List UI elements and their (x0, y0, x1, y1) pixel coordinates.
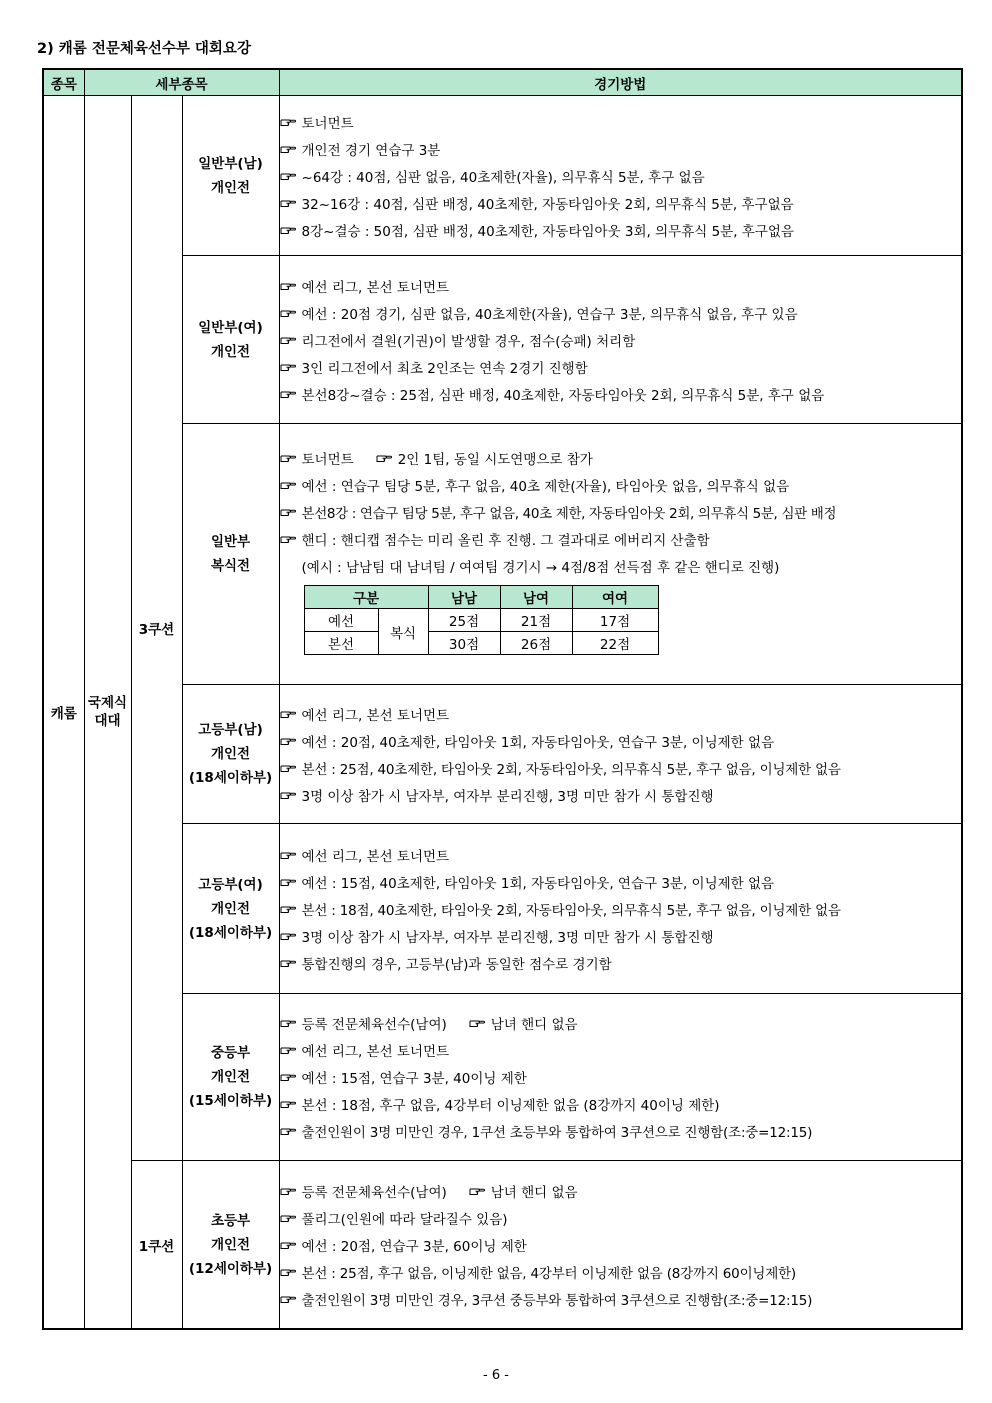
division-name-line: 초등부 (210, 1212, 251, 1229)
handicap-header: 여여 (572, 586, 658, 609)
method-line: 출전인원이 3명 미만인 경우, 1쿠션 초등부와 통합하여 3쿠션으로 진행함(조:중=12:15) (280, 1117, 961, 1144)
pointing-hand-icon (280, 877, 296, 887)
handicap-value: 30점 (428, 632, 500, 655)
division-name (182, 685, 279, 824)
method-cell (279, 256, 962, 423)
pointing-hand-icon (469, 1018, 485, 1028)
handicap-header: 남여 (500, 586, 572, 609)
method-line: 예선 : 연습구 팀당 5분, 후구 없음, 40초 제한(자율), 타임아웃 없음, 의무휴식 없음 (280, 471, 961, 498)
division-name-line: 일반부 (210, 533, 251, 550)
pointing-hand-icon (280, 171, 296, 181)
handicap-value: 17점 (572, 609, 658, 632)
division-name (182, 423, 279, 685)
pointing-hand-icon (280, 1045, 296, 1055)
pointing-hand-icon (280, 281, 296, 291)
division-name-line: (15세이하부) (188, 1092, 273, 1109)
handicap-header: 구분 (304, 586, 428, 609)
pointing-hand-icon (280, 362, 296, 372)
division-name-line: (18세이하부) (188, 924, 273, 941)
method-line: 본선 : 25점, 후구 없음, 이닝제한 없음, 4강부터 이닝제한 없음 (8강까지 60이닝제한) (280, 1258, 961, 1285)
pointing-hand-icon (280, 1072, 296, 1082)
method-cell (279, 423, 962, 685)
method-line: 본선 : 18점, 40초제한, 타임아웃 2회, 자동타임아웃, 의무휴식 5분, 후구 없음, 이닝제한 없음 (280, 895, 961, 922)
pointing-hand-icon (280, 1186, 296, 1196)
pointing-hand-icon (280, 144, 296, 154)
method-line: 예선 리그, 본선 토너먼트 (280, 841, 961, 868)
method-line: 토너먼트 (280, 108, 961, 135)
division-name-line: (12세이하부) (188, 1260, 273, 1277)
method-line: 리그전에서 결원(기권)이 발생할 경우, 점수(승패) 처리함 (280, 326, 961, 353)
method-line: 32~16강 : 40점, 심판 배정, 40초제한, 자동타임아웃 2회, 의무휴식 5분, 후구없음 (280, 189, 961, 216)
event-cell: 캐롬 (43, 96, 84, 1329)
method-cell (279, 96, 962, 256)
pointing-hand-icon (280, 1294, 296, 1304)
table-row (43, 1161, 962, 1329)
pointing-hand-icon (280, 507, 296, 517)
method-line: 핸디 : 핸디캡 점수는 미리 올린 후 진행. 그 결과대로 에버리지 산출함 (280, 525, 961, 552)
pointing-hand-icon (280, 958, 296, 968)
pointing-hand-icon (280, 389, 296, 399)
division-name-line: 복식전 (210, 557, 251, 574)
pointing-hand-icon (280, 1267, 296, 1277)
sub-category-label: 국제식 대대 (87, 695, 128, 730)
pointing-hand-icon (280, 931, 296, 941)
header-sub-event: 세부종목 (84, 69, 279, 96)
division-name-line: 개인전 (210, 1068, 251, 1085)
division-name-line: 일반부(여) (198, 319, 263, 336)
header-method: 경기방법 (279, 69, 962, 96)
method-line: 개인전 경기 연습구 3분 (280, 135, 961, 162)
division-name-line: 개인전 (210, 1236, 251, 1253)
pointing-hand-icon (280, 335, 296, 345)
pointing-hand-icon (280, 1099, 296, 1109)
pointing-hand-icon (376, 453, 392, 463)
cushion-three-cell: 3쿠션 (131, 96, 182, 1161)
method-line: 8강~결승 : 50점, 심판 배정, 40초제한, 자동타임아웃 3회, 의무휴식 5분, 후구없음 (280, 216, 961, 243)
method-line: 예선 리그, 본선 토너먼트 (280, 700, 961, 727)
pointing-hand-icon (280, 1213, 296, 1223)
method-line: 등록 전문체육선수(남여) 남녀 핸디 없음 (280, 1009, 961, 1036)
division-name (182, 256, 279, 423)
method-cell (279, 1161, 962, 1329)
pointing-hand-icon (280, 850, 296, 860)
pointing-hand-icon (280, 1126, 296, 1136)
method-line: 예선 : 20점 경기, 심판 없음, 40초제한(자율), 연습구 3분, 의무휴식 없음, 후구 있음 (280, 299, 961, 326)
method-line: 3명 이상 참가 시 남자부, 여자부 분리진행, 3명 미만 참가 시 통합진행 (280, 781, 961, 808)
pointing-hand-icon (280, 790, 296, 800)
competition-rules-table (42, 68, 963, 1330)
method-line: 예선 리그, 본선 토너먼트 (280, 272, 961, 299)
header-event: 종목 (43, 69, 84, 96)
pointing-hand-icon (280, 709, 296, 719)
handicap-header: 남남 (428, 586, 500, 609)
division-name-line: 개인전 (210, 179, 251, 196)
pointing-hand-icon (280, 736, 296, 746)
method-line: 예선 : 20점, 40초제한, 타임아웃 1회, 자동타임아웃, 연습구 3분, 이닝제한 없음 (280, 727, 961, 754)
method-line: 본선8강 : 연습구 팀당 5분, 후구 없음, 40초 제한, 자동타임아웃 2회, 의무휴식 5분, 심판 배정 (280, 498, 961, 525)
method-line: 통합진행의 경우, 고등부(남)과 동일한 점수로 경기함 (280, 949, 961, 976)
method-line: 예선 : 15점, 40초제한, 타임아웃 1회, 자동타임아웃, 연습구 3분, 이닝제한 없음 (280, 868, 961, 895)
method-line: ~64강 : 40점, 심판 없음, 40초제한(자율), 의무휴식 5분, 후구 없음 (280, 162, 961, 189)
page-number: - 6 - (483, 1368, 509, 1383)
division-name (182, 96, 279, 256)
method-line: 등록 전문체육선수(남여) 남녀 핸디 없음 (280, 1177, 961, 1204)
handicap-stage: 본선 (304, 632, 378, 655)
pointing-hand-icon (280, 308, 296, 318)
division-name-line: (18세이하부) (188, 770, 273, 787)
method-line: 본선 : 25점, 40초제한, 타임아웃 2회, 자동타임아웃, 의무휴식 5분, 후구 없음, 이닝제한 없음 (280, 754, 961, 781)
division-name-line: 개인전 (210, 900, 251, 917)
method-line: 본선8강~결승 : 25점, 심판 배정, 40초제한, 자동타임아웃 2회, 의무휴식 5분, 후구 없음 (280, 380, 961, 407)
pointing-hand-icon (280, 198, 296, 208)
method-line: 출전인원이 3명 미만인 경우, 3쿠션 중등부와 통합하여 3쿠션으로 진행함(조:중=12:15) (280, 1285, 961, 1312)
handicap-header-row (304, 586, 658, 609)
method-line: 예선 리그, 본선 토너먼트 (280, 1036, 961, 1063)
method-line: 3인 리그전에서 최초 2인조는 연속 2경기 진행함 (280, 353, 961, 380)
table-row (43, 96, 962, 256)
division-name (182, 824, 279, 993)
pointing-hand-icon (280, 534, 296, 544)
division-name-line: 중등부 (210, 1044, 251, 1061)
pointing-hand-icon (280, 480, 296, 490)
handicap-stage: 예선 (304, 609, 378, 632)
section-title: 2) 캐롬 전문체육선수부 대회요강 (37, 41, 251, 57)
handicap-row (304, 609, 658, 632)
handicap-value: 21점 (500, 609, 572, 632)
handicap-row (304, 632, 658, 655)
pointing-hand-icon (280, 117, 296, 127)
division-name-line: 개인전 (210, 746, 251, 763)
handicap-table (304, 585, 659, 655)
method-cell (279, 993, 962, 1160)
handicap-value: 25점 (428, 609, 500, 632)
method-line: 풀리그(인원에 따라 달라질수 있음) (280, 1204, 961, 1231)
pointing-hand-icon (469, 1186, 485, 1196)
pointing-hand-icon (280, 763, 296, 773)
division-name (182, 1161, 279, 1329)
table-header-row (43, 69, 962, 96)
pointing-hand-icon (280, 453, 296, 463)
sub-category-cell (84, 96, 131, 1329)
method-cell (279, 824, 962, 993)
division-name-line: 일반부(남) (198, 155, 263, 172)
pointing-hand-icon (280, 904, 296, 914)
division-name (182, 993, 279, 1160)
method-line: 본선 : 18점, 후구 없음, 4강부터 이닝제한 없음 (8강까지 40이닝 제한) (280, 1090, 961, 1117)
handicap-value: 22점 (572, 632, 658, 655)
division-name-line: 개인전 (210, 343, 251, 360)
method-line: 예선 : 15점, 연습구 3분, 40이닝 제한 (280, 1063, 961, 1090)
method-line: 3명 이상 참가 시 남자부, 여자부 분리진행, 3명 미만 참가 시 통합진행 (280, 922, 961, 949)
division-name-line: 고등부(여) (198, 876, 263, 893)
pointing-hand-icon (280, 225, 296, 235)
handicap-type: 복식 (378, 609, 428, 655)
method-line: 예선 : 20점, 연습구 3분, 60이닝 제한 (280, 1231, 961, 1258)
method-cell (279, 685, 962, 824)
handicap-value: 26점 (500, 632, 572, 655)
method-line: 토너먼트 2인 1팀, 동일 시도연맹으로 참가 (280, 444, 961, 471)
pointing-hand-icon (280, 1018, 296, 1028)
method-example-line: (예시 : 남남팀 대 남녀팀 / 여여팀 경기시 → 4점/8점 선득점 후 같은 핸디로 진행) (301, 559, 780, 576)
division-name-line: 고등부(남) (198, 722, 263, 739)
cushion-one-cell: 1쿠션 (131, 1161, 182, 1329)
pointing-hand-icon (280, 1240, 296, 1250)
